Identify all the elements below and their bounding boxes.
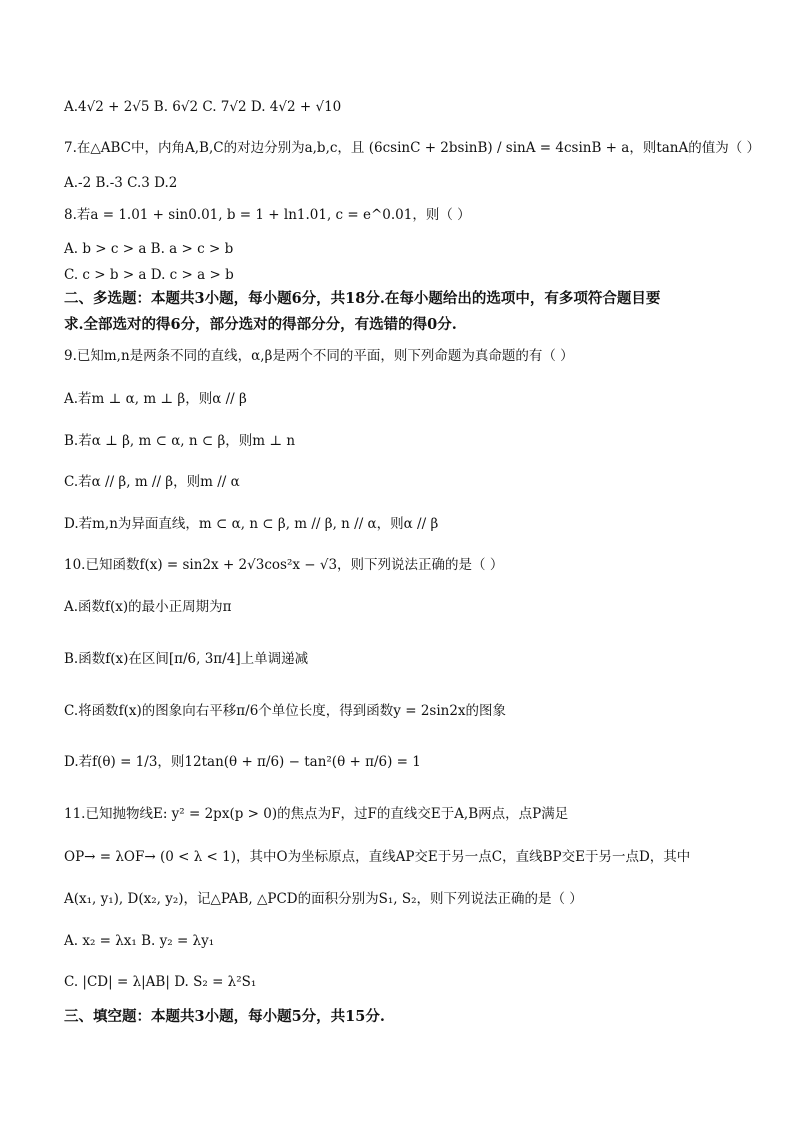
- q10-option-d: D.若f(θ) = 1/3，则12tan(θ + π/6) − tan²(θ + π/6) = 1: [64, 754, 421, 770]
- section-2-heading-cont: 求.全部选对的得6分，部分选对的得部分分，有选错的得0分.: [64, 316, 457, 333]
- q11-options-cd: C. |CD| = λ|AB| D. S₂ = λ²S₁: [64, 974, 257, 990]
- q9-option-d: D.若m,n为异面直线，m ⊂ α, n ⊂ β, m // β, n // α，则α // β: [64, 516, 439, 532]
- q8-stem: 8.若a = 1.01 + sin0.01, b = 1 + ln1.01, c = e^0.01，则（ ）: [64, 207, 471, 223]
- q10-option-a: A.函数f(x)的最小正周期为π: [64, 599, 232, 615]
- q9-stem: 9.已知m,n是两条不同的直线，α,β是两个不同的平面，则下列命题为真命题的有（ ）: [64, 348, 574, 364]
- section-3-heading: 三、填空题：本题共3小题，每小题5分，共15分.: [64, 1008, 385, 1025]
- q8-options-cd: C. c > b > a D. c > a > b: [64, 267, 234, 283]
- q10-stem: 10.已知函数f(x) = sin2x + 2√3cos²x − √3，则下列说法正确的是（ ）: [64, 557, 504, 573]
- q9-option-c: C.若α // β, m // β，则m // α: [64, 474, 240, 490]
- q11-stem-cont-1: OP→ = λOF→ (0 < λ < 1)，其中O为坐标原点，直线AP交E于另一点C，直线BP交E于另一点D，其中: [64, 849, 691, 865]
- q7-stem: 7.在△ABC中，内角A,B,C的对边分别为a,b,c，且 (6csinC + 2bsinB) / sinA = 4csinB + a，则tanA的值为（ ）: [64, 140, 761, 156]
- q7-options: A.-2 B.-3 C.3 D.2: [64, 175, 178, 191]
- section-2-heading: 二、多选题：本题共3小题，每小题6分，共18分.在每小题给出的选项中，有多项符合题目要: [64, 290, 661, 307]
- q10-option-b: B.函数f(x)在区间[π/6, 3π/4]上单调递减: [64, 651, 309, 667]
- q11-stem-cont-2: A(x₁, y₁), D(x₂, y₂)，记△PAB, △PCD的面积分别为S₁, S₂，则下列说法正确的是（ ）: [64, 891, 583, 907]
- q8-options-ab: A. b > c > a B. a > c > b: [64, 241, 234, 257]
- q10-option-c: C.将函数f(x)的图象向右平移π/6个单位长度，得到函数y = 2sin2x的图象: [64, 703, 507, 719]
- q6-options: A.4√2 + 2√5 B. 6√2 C. 7√2 D. 4√2 + √10: [64, 99, 342, 115]
- q11-stem: 11.已知抛物线E: y² = 2px(p > 0)的焦点为F，过F的直线交E于A,B两点，点P满足: [64, 806, 569, 822]
- q9-option-a: A.若m ⊥ α, m ⊥ β，则α // β: [64, 391, 247, 407]
- q11-options-ab: A. x₂ = λx₁ B. y₂ = λy₁: [64, 933, 215, 949]
- q9-option-b: B.若α ⊥ β, m ⊂ α, n ⊂ β，则m ⊥ n: [64, 433, 296, 449]
